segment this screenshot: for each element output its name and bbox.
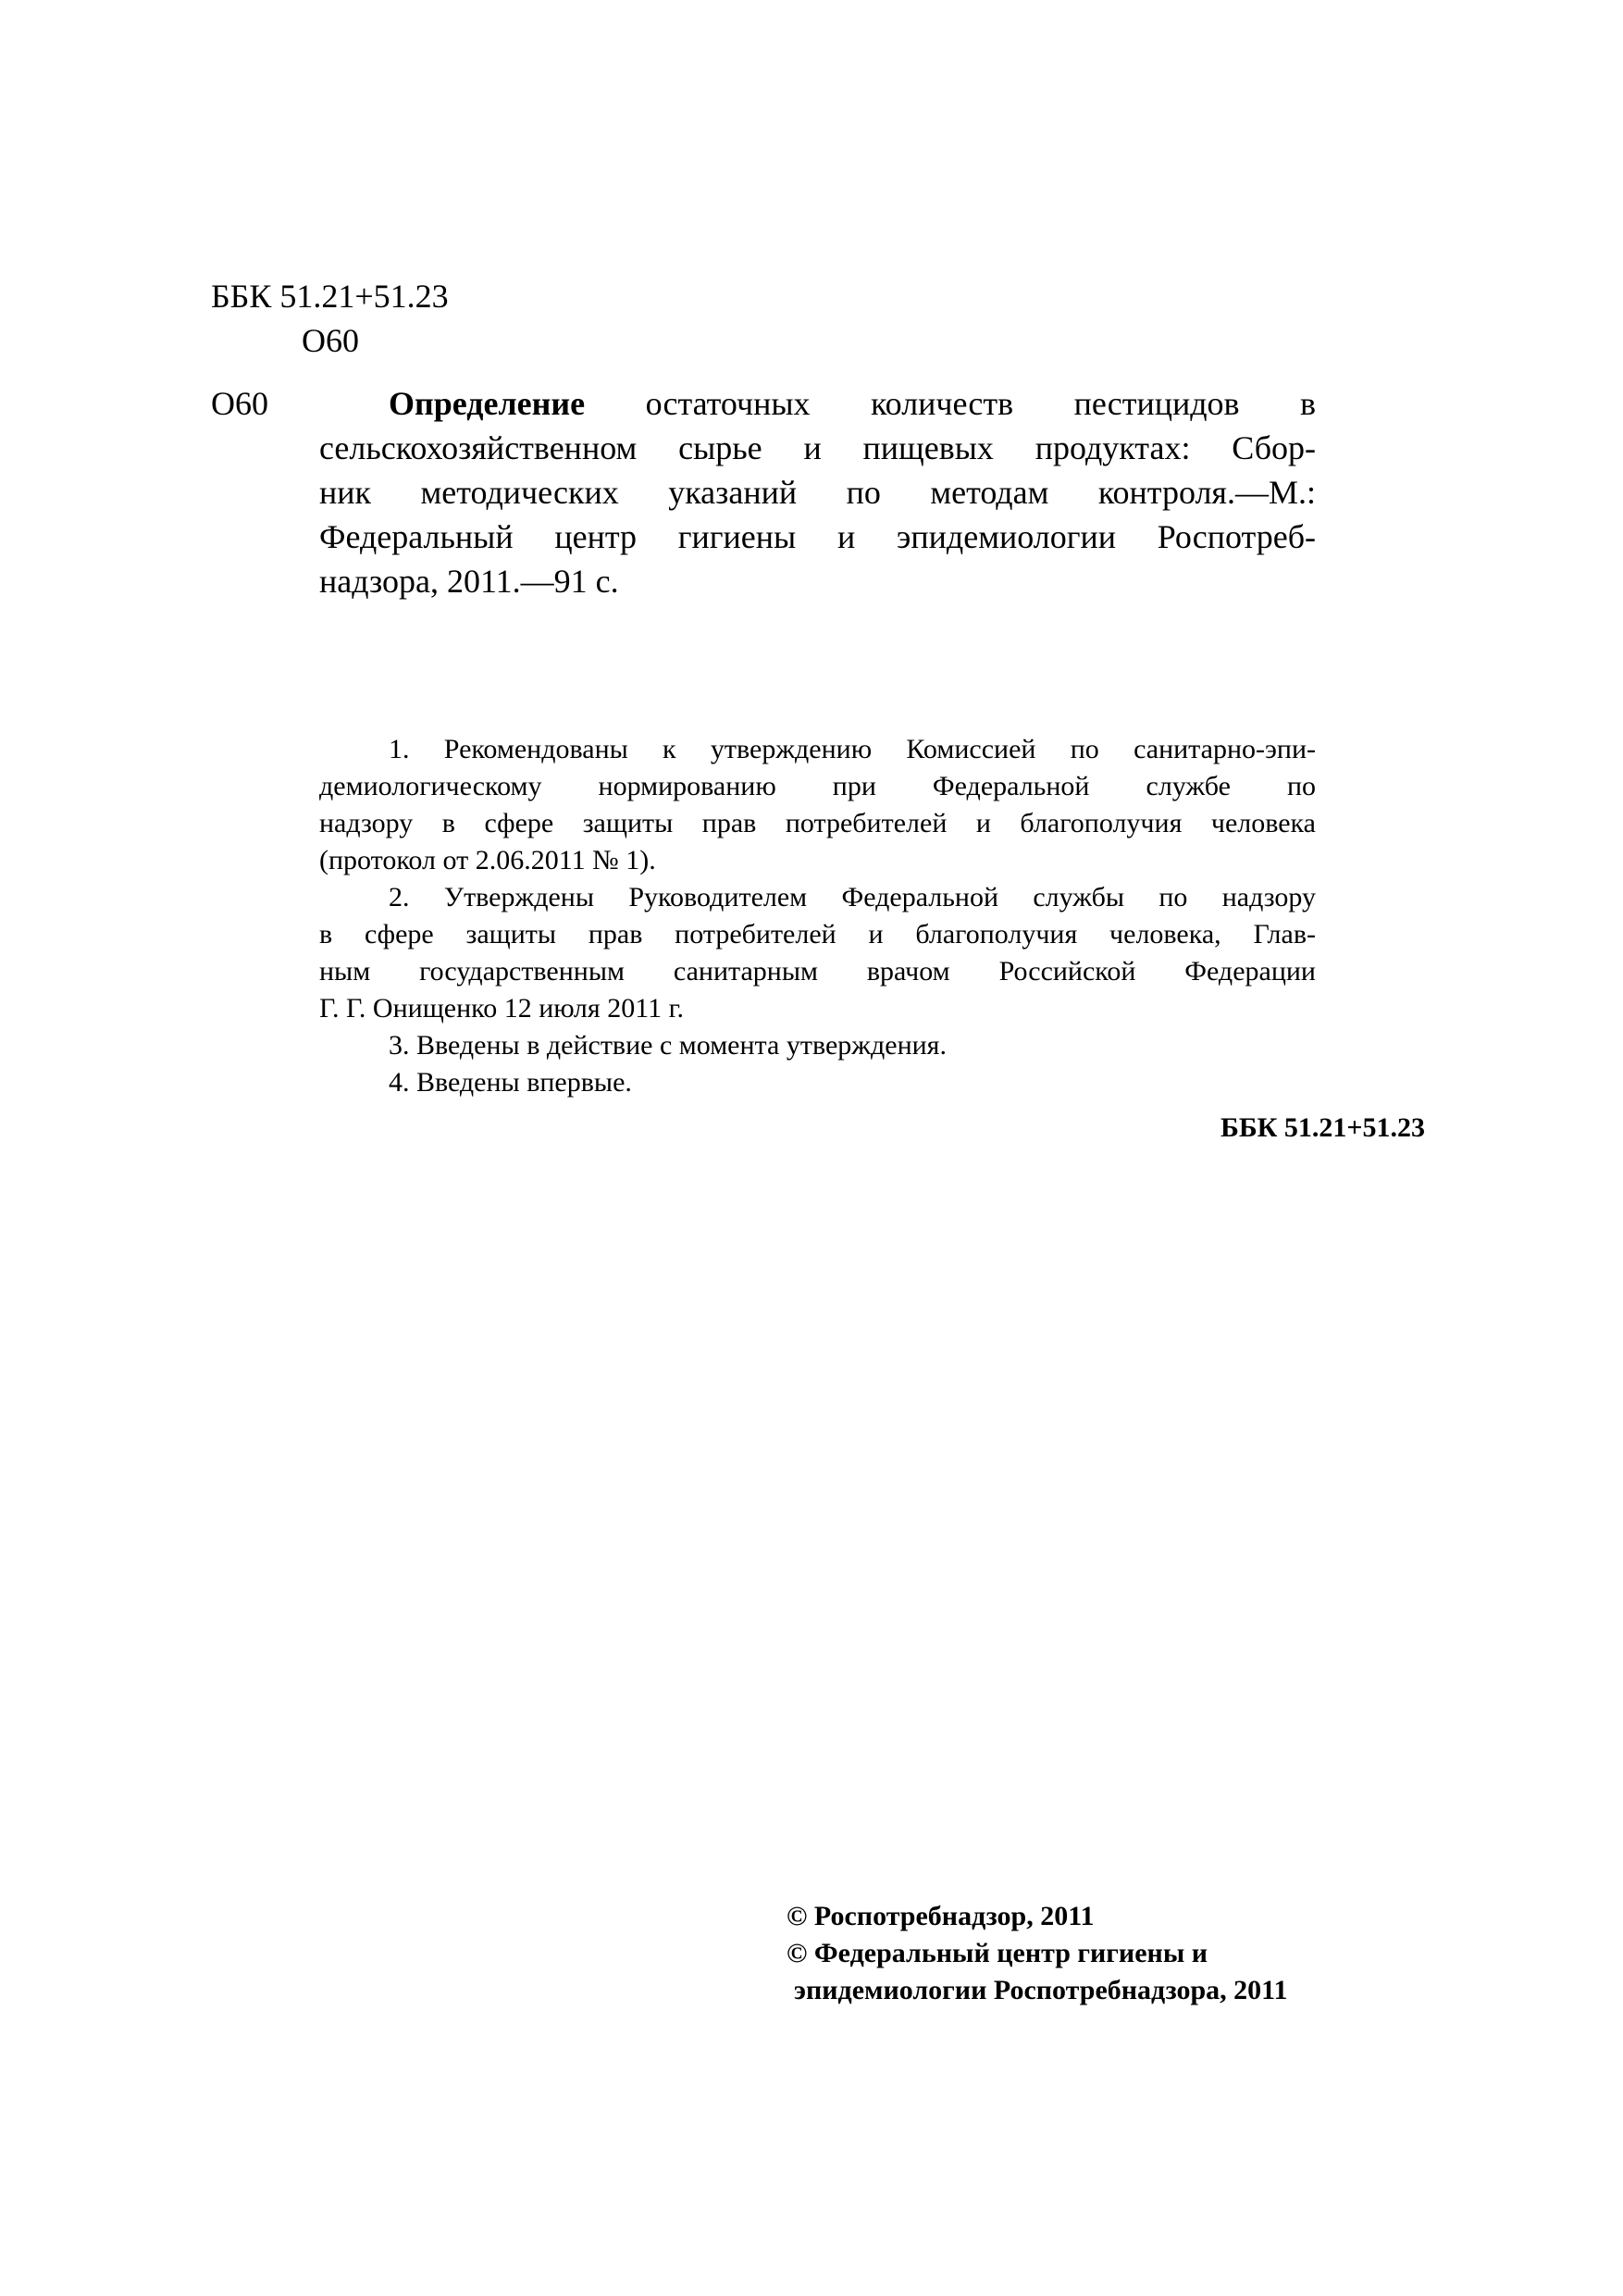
note-1-line-4: (протокол от 2.06.2011 № 1). xyxy=(319,845,656,875)
copyright-line-1: © Роспотребнадзор, 2011 xyxy=(787,1901,1095,1931)
copyright-line-3: эпидемиологии Роспотребнадзора, 2011 xyxy=(794,1975,1288,2005)
note-1-line-1: 1. Рекомендованы к утверждению Комиссией по санитарно-эпи- xyxy=(389,734,1316,764)
title-line-3: ник методических указаний по методам контроля.—М.: xyxy=(319,474,1316,511)
note-1-line-2: демиологическому нормированию при Федеральной службе по xyxy=(319,771,1316,801)
author-code-left: О60 xyxy=(211,385,268,422)
title-line-4: Федеральный центр гигиены и эпидемиологии Роспотреб- xyxy=(319,518,1316,555)
bbk-index-bottom: ББК 51.21+51.23 xyxy=(1220,1112,1425,1143)
note-4: 4. Введены впервые. xyxy=(389,1067,632,1098)
note-2-line-1: 2. Утверждены Руководителем Федеральной службы по надзору xyxy=(389,882,1316,912)
copyright-block xyxy=(787,1898,1288,2009)
note-2-line-2: в сфере защиты прав потребителей и благополучия человека, Глав- xyxy=(319,919,1316,949)
note-2-line-4: Г. Г. Онищенко 12 июля 2011 г. xyxy=(319,993,685,1024)
author-code-sub: О60 xyxy=(302,322,359,359)
approval-notes xyxy=(319,731,1316,1101)
title-bold-word: Определение xyxy=(389,385,586,422)
bibliographic-description xyxy=(319,381,1316,603)
title-line-1 xyxy=(319,381,1316,426)
title-line-2: сельскохозяйственном сырье и пищевых продуктах: Сбор- xyxy=(319,429,1316,466)
title-line-5: надзора, 2011.—91 с. xyxy=(319,563,619,600)
copyright-line-2: © Федеральный центр гигиены и xyxy=(787,1938,1208,1968)
note-2-line-3: ным государственным санитарным врачом Российской Федерации xyxy=(319,956,1316,987)
note-3: 3. Введены в действие с момента утверждения. xyxy=(389,1030,947,1061)
bbk-index-top: ББК 51.21+51.23 xyxy=(211,278,449,315)
title-line-1-rest: остаточных количеств пестицидов в xyxy=(645,385,1317,422)
note-1-line-3: надзору в сфере защиты прав потребителей и благополучия человека xyxy=(319,808,1316,838)
